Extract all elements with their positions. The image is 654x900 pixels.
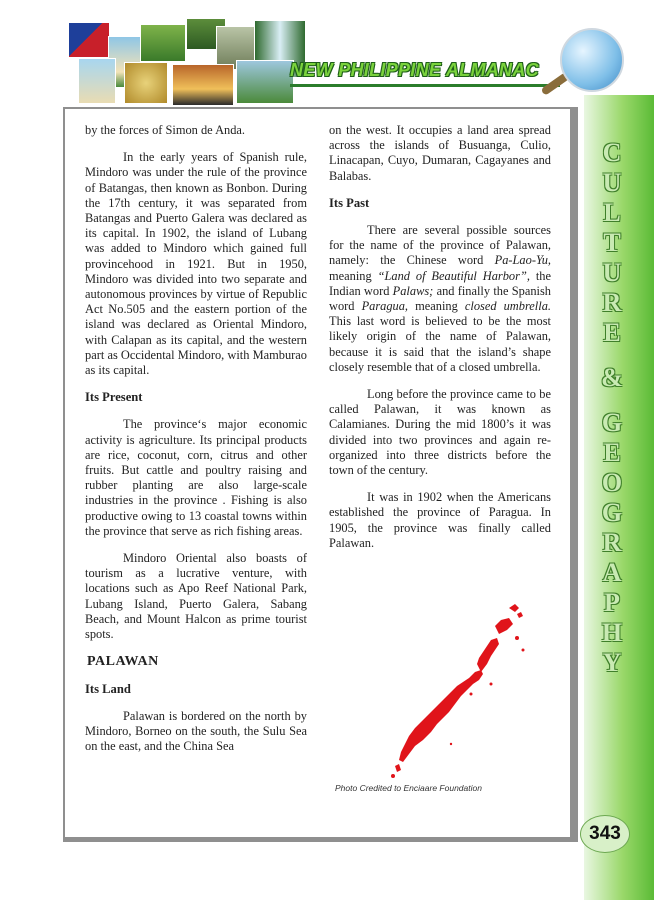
palawan-north-cluster (477, 638, 499, 672)
sidebar-letter: U (602, 168, 622, 197)
text-run: meaning (329, 268, 378, 283)
paragraph: Palawan is bordered on the north by Mindoro, Borneo on the south, the Sulu Sea on the east, and the China Sea (85, 708, 307, 754)
islet (522, 649, 525, 652)
islet (490, 683, 493, 686)
map-photo-credit: Photo Credited to Enciaare Foundation (335, 783, 482, 793)
header-photo-fruit (124, 62, 168, 104)
sidebar-letter: G (601, 498, 623, 527)
globe-magnifier-icon (560, 28, 624, 92)
almanac-brand-title: NEW PHILIPPINE ALMANAC (290, 60, 539, 80)
sidebar-letter: U (602, 258, 622, 287)
paragraph: on the west. It occupies a land area spread across the islands of Busuanga, Culio, Linacapan, Cuyo, Dumaran, Cagayanes and Balabas. (329, 123, 551, 183)
header-photo-rice (140, 24, 186, 62)
header-photo-sunset (172, 64, 234, 106)
paragraph-name-origins (329, 223, 551, 375)
sidebar-ampersand: & (601, 363, 623, 392)
busuanga-island (495, 618, 513, 634)
header-photo-palm (78, 58, 116, 104)
sidebar-letter: E (603, 438, 621, 467)
header-photo-hills (236, 60, 294, 104)
sidebar-letter: R (602, 528, 622, 557)
sidebar-letter: A (602, 558, 622, 587)
islet (450, 743, 452, 745)
right-column (329, 123, 551, 563)
text-run: There are several possible sources for the name of the province of Palawan, namely: the Chinese word (329, 223, 551, 268)
calamian-islets (509, 604, 523, 618)
left-column (85, 123, 307, 766)
paragraph: Long before the province came to be called Palawan, it was known as Calamianes. During the mid 1800’s it was divided into two provinces and again re-organized into three districts before the town of the century. (329, 387, 551, 478)
palawan-map-image (331, 594, 531, 784)
page-number: 343 (580, 815, 630, 853)
paragraph: Mindoro Oriental also boasts of tourism as a lucrative venture, with locations such as Apo Reef National Park, Lubang Island, Puerto Galera, Sabang Beach, and Mount Halcon as prime tourist spots. (85, 551, 307, 642)
text-run: meaning (408, 299, 465, 314)
text-run-italic: Pa-Lao-Yu, (494, 253, 551, 268)
sidebar-letter: T (603, 228, 621, 257)
sidebar-letter: Y (602, 648, 622, 677)
sidebar-letter: O (601, 468, 623, 497)
paragraph: by the forces of Simon de Anda. (85, 123, 246, 137)
text-run-italic: Paragua, (361, 299, 409, 314)
islet (515, 636, 519, 640)
balabac-island (395, 764, 401, 772)
sidebar-letter: C (602, 138, 622, 167)
subheading-its-land: Its Land (85, 681, 131, 696)
text-run: and finally the Spanish word (329, 283, 551, 314)
paragraph: It was in 1902 when the Americans established the province of Paragua. In 1905, the province was finally called Palawan. (329, 490, 551, 550)
palawan-main-island (399, 670, 483, 762)
text-run-italic: “Land of Beautiful Harbor”, (377, 268, 530, 283)
sidebar-letter: H (601, 618, 623, 647)
text-run: This last word is believed to be the most likely origin of the name of Palawan, because it is said that the island’s shape closely resemble that of a closed umbrella. (329, 314, 551, 374)
text-run: the Indian word (329, 268, 552, 298)
sidebar-letter: R (602, 288, 622, 317)
sidebar-letter: L (603, 198, 621, 227)
sidebar-letter: E (603, 318, 621, 347)
article-frame (63, 107, 578, 842)
paragraph: The province‘s major economic activity is agriculture. Its principal products are rice, coconut, corn, citrus and other fruits. But cattle and poultry raising and rubber planting are also large-scale industries in the province . Fishing is also productive owing to 13 coastal towns within the province that serve as rich fishing areas. (85, 417, 307, 538)
sidebar-letter: G (601, 408, 623, 437)
header-photo-flag (68, 22, 110, 58)
section-vertical-title (590, 138, 634, 678)
islet (391, 774, 395, 778)
text-run-italic: closed umbrella. (464, 299, 551, 314)
brand-underline (290, 84, 560, 87)
header (0, 0, 654, 105)
paragraph: In the early years of Spanish rule, Mindoro was under the rule of the province of Batangas, then known as Bonbon. During the 17th century, it was separated from Batangas and Puerto Galera was declared as its capital. In 1902, the island of Lubang was added to Mindoro which gained full provincehood in 1921. But in 1950, Mindoro was divided into two separate and autonomous provinces by virtue of Republic Act No.505 and the eastern portion of the island was declared as Oriental Mindoro, with Calapan as its capital, and the western part as Occidental Mindoro, with Mamburao as its capital. (85, 150, 307, 378)
islet (470, 693, 473, 696)
section-heading-palawan: PALAWAN (87, 654, 159, 670)
sidebar-letter: P (604, 588, 620, 617)
subheading-its-past: Its Past (329, 195, 370, 210)
subheading-its-present: Its Present (85, 390, 143, 405)
text-run-italic: Palaws; (392, 283, 434, 298)
